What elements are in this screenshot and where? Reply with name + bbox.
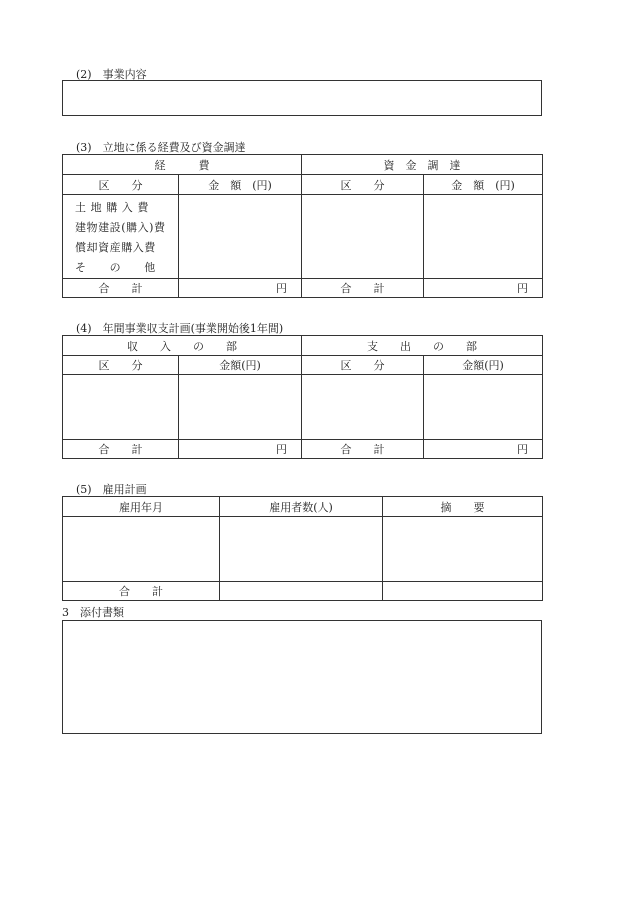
expenditure-amount-header: 金額(円) <box>424 356 543 375</box>
expenditure-category-header: 区 分 <box>302 356 424 375</box>
section-3-heading: (3) 立地に係る経費及び資金調達 <box>76 141 246 154</box>
annual-income-expense-table <box>62 335 543 459</box>
section-4-heading: (4) 年間事業収支計画(事業開始後1年間) <box>76 322 284 335</box>
employment-total-label: 合 計 <box>63 582 220 601</box>
expense-item-land: 土 地 購 入 費 <box>75 201 149 214</box>
funding-category-cell[interactable] <box>302 195 424 279</box>
employment-total-summary-cell[interactable] <box>383 582 543 601</box>
expense-group-header: 経 費 <box>63 155 302 175</box>
income-category-header: 区 分 <box>63 356 179 375</box>
attachments-box[interactable] <box>62 620 542 734</box>
expense-amount-header: 金 額 (円) <box>179 175 302 195</box>
funding-category-header: 区 分 <box>302 175 424 195</box>
funding-group-header: 資 金 調 達 <box>302 155 543 175</box>
expense-item-other: そ の 他 <box>75 261 156 274</box>
income-category-cell[interactable] <box>63 375 179 440</box>
employment-count-cell[interactable] <box>220 517 383 582</box>
expense-item-list <box>63 195 179 279</box>
expense-amount-cell[interactable] <box>179 195 302 279</box>
expenditure-category-cell[interactable] <box>302 375 424 440</box>
income-amount-header: 金額(円) <box>179 356 302 375</box>
funding-total-yen[interactable]: 円 <box>424 279 543 298</box>
income-group-header: 収 入 の 部 <box>63 336 302 356</box>
expenditure-total-label: 合 計 <box>302 440 424 459</box>
employment-summary-cell[interactable] <box>383 517 543 582</box>
employment-year-month-cell[interactable] <box>63 517 220 582</box>
expense-item-building: 建物建設(購入)費 <box>75 221 166 234</box>
employment-plan-table <box>62 496 543 601</box>
expense-total-yen[interactable]: 円 <box>179 279 302 298</box>
business-content-box[interactable] <box>62 80 542 116</box>
employment-summary-header: 摘 要 <box>383 497 543 517</box>
funding-amount-header: 金 額 (円) <box>424 175 543 195</box>
employment-year-month-header: 雇用年月 <box>63 497 220 517</box>
income-amount-cell[interactable] <box>179 375 302 440</box>
section-5-heading: (5) 雇用計画 <box>76 483 147 496</box>
expenditure-amount-cell[interactable] <box>424 375 543 440</box>
employment-count-header: 雇用者数(人) <box>220 497 383 517</box>
expenditure-total-yen[interactable]: 円 <box>424 440 543 459</box>
employment-total-count-cell[interactable] <box>220 582 383 601</box>
location-cost-funding-table <box>62 154 543 298</box>
funding-amount-cell[interactable] <box>424 195 543 279</box>
attachments-heading: 3 添付書類 <box>62 606 124 619</box>
funding-total-label: 合 計 <box>302 279 424 298</box>
expense-item-depreciable-assets: 償却資産購入費 <box>75 241 156 254</box>
expenditure-group-header: 支 出 の 部 <box>302 336 543 356</box>
section-2-heading: (2) 事業内容 <box>76 68 147 81</box>
expense-category-header: 区 分 <box>63 175 179 195</box>
income-total-yen[interactable]: 円 <box>179 440 302 459</box>
income-total-label: 合 計 <box>63 440 179 459</box>
expense-total-label: 合 計 <box>63 279 179 298</box>
